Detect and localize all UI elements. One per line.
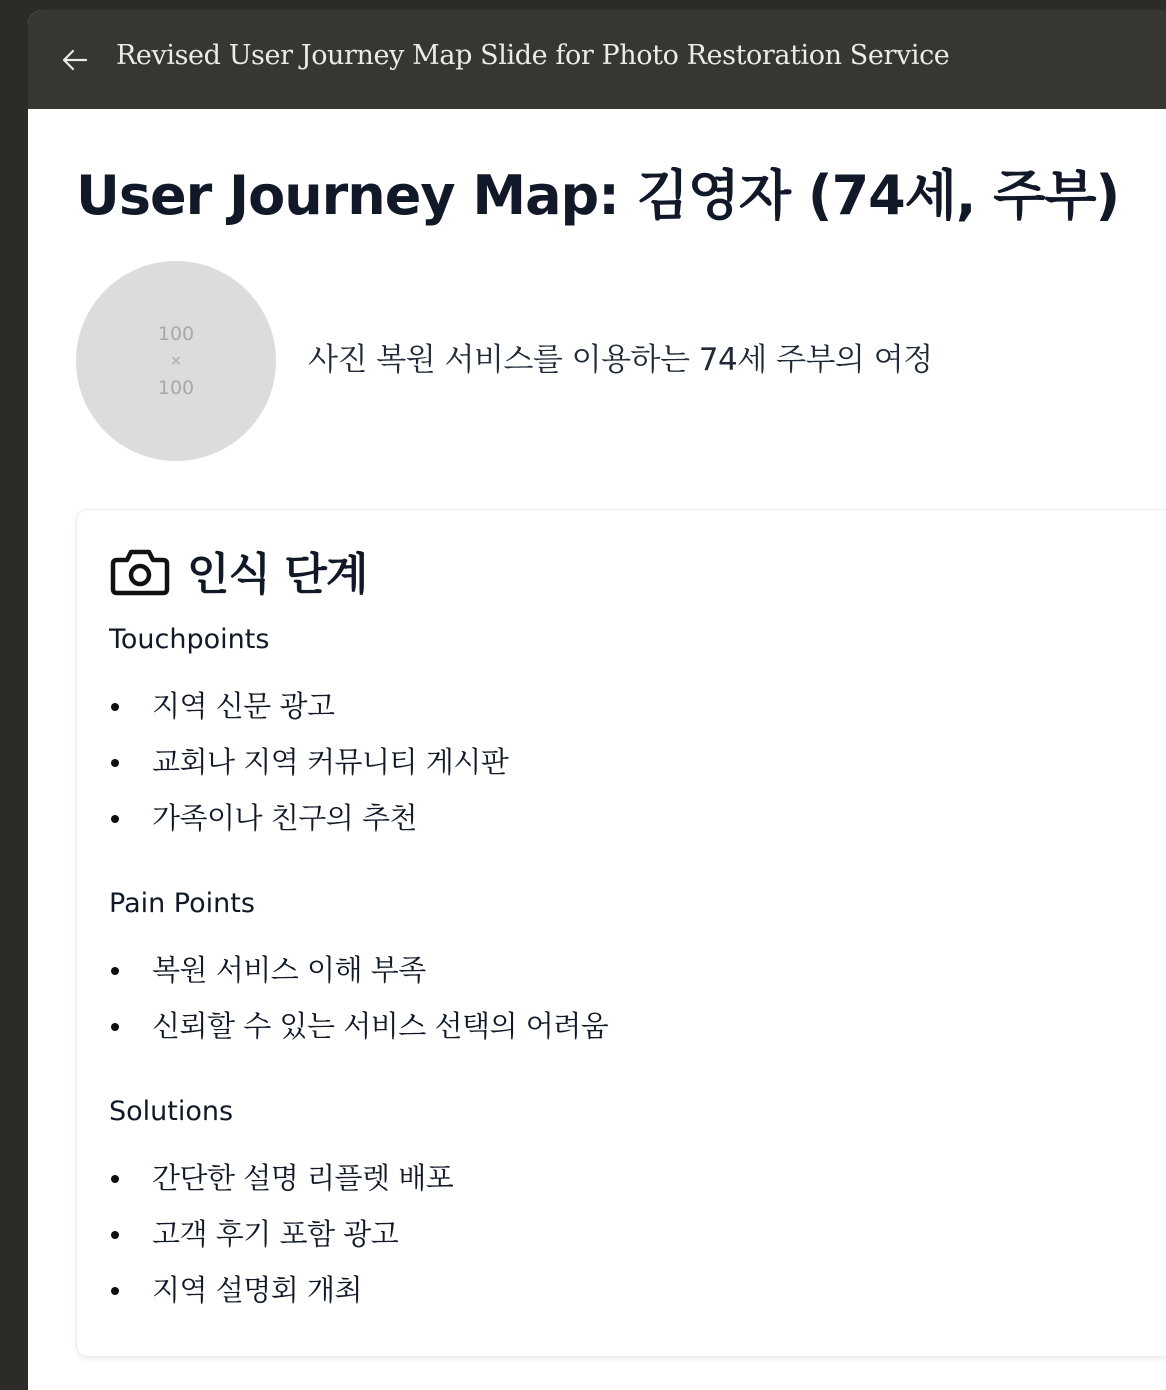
- list-item: 복원 서비스 이해 부족: [109, 942, 608, 998]
- stage-card: [76, 509, 1166, 1357]
- stage-title: 인식 단계: [187, 549, 368, 600]
- slide-content: [28, 109, 1166, 1390]
- avatar-placeholder-times: ×: [170, 352, 182, 369]
- app-window: [28, 10, 1166, 1390]
- list-item: 가족이나 친구의 추천: [109, 790, 508, 846]
- page-title: User Journey Map: 김영자 (74세, 주부): [76, 164, 1120, 227]
- list-item: 간단한 설명 리플렛 배포: [109, 1150, 453, 1206]
- solutions-list: [109, 1150, 453, 1318]
- touchpoints-list: [109, 678, 508, 846]
- touchpoints-label: Touchpoints: [109, 624, 270, 655]
- stage-header: [109, 538, 367, 602]
- camera-icon: [109, 542, 171, 598]
- avatar-placeholder-width: 100: [157, 322, 195, 345]
- arrow-left-icon: [58, 43, 92, 77]
- back-button[interactable]: [58, 43, 92, 77]
- pain-points-label: Pain Points: [109, 888, 255, 919]
- document-title: Revised User Journey Map Slide for Photo Restoration Service: [116, 40, 950, 71]
- avatar: [76, 261, 276, 461]
- list-item: 지역 설명회 개최: [109, 1262, 453, 1318]
- list-item: 신뢰할 수 있는 서비스 선택의 어려움: [109, 998, 608, 1054]
- list-item: 교회나 지역 커뮤니티 게시판: [109, 734, 508, 790]
- pain-points-list: [109, 942, 608, 1054]
- solutions-label: Solutions: [109, 1096, 234, 1127]
- persona-description: 사진 복원 서비스를 이용하는 74세 주부의 여정: [308, 342, 933, 378]
- avatar-placeholder-height: 100: [157, 376, 195, 399]
- title-bar: [28, 10, 1166, 109]
- list-item: 고객 후기 포함 광고: [109, 1206, 453, 1262]
- list-item: 지역 신문 광고: [109, 678, 508, 734]
